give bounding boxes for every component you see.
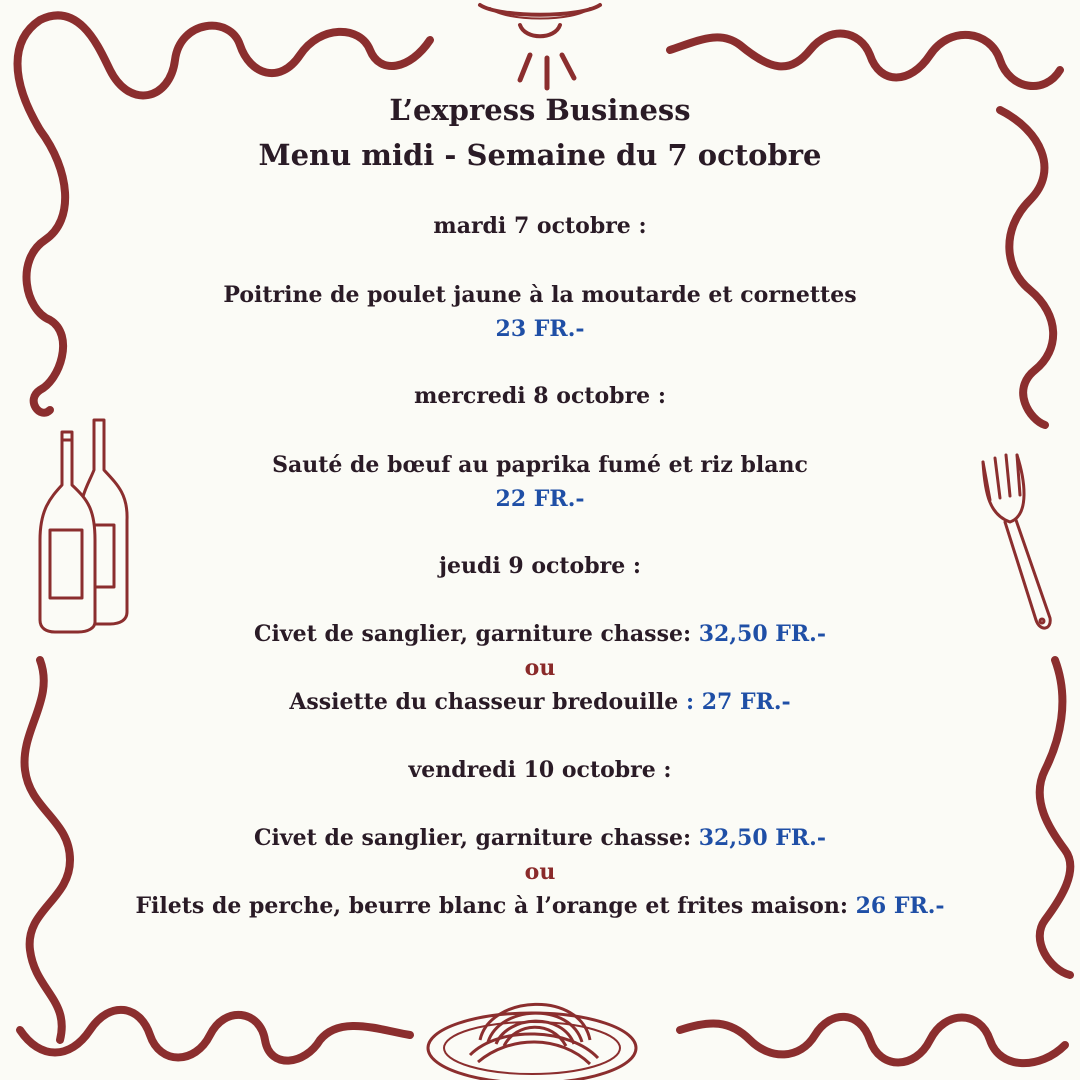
dish-friday-option2-name: Filets de perche, beurre blanc à l’orange et frites maison: xyxy=(135,893,856,919)
dish-friday-option2 xyxy=(0,895,1080,917)
dish-thursday-option1-name: Civet de sanglier, garniture chasse: xyxy=(254,621,699,647)
dish-thursday-option2-name: Assiette du chasseur bredouille xyxy=(289,689,686,715)
day-label-tuesday: mardi 7 octobre : xyxy=(433,213,647,239)
price-tuesday: 23 FR.- xyxy=(495,316,585,342)
dish-wednesday: Sauté de bœuf au paprika fumé et riz blanc xyxy=(272,452,808,478)
price-friday-option2: 26 FR.- xyxy=(855,893,945,919)
dish-tuesday: Poitrine de poulet jaune à la moutarde et cornettes xyxy=(223,282,857,308)
dish-friday-option1 xyxy=(0,827,1080,849)
menu-subtitle: Menu midi - Semaine du 7 octobre xyxy=(258,138,822,172)
separator-friday: ou xyxy=(524,859,556,885)
price-wednesday: 22 FR.- xyxy=(495,486,585,512)
separator-thursday: ou xyxy=(524,655,556,681)
menu-title: L’express Business xyxy=(389,93,691,127)
price-thursday-option1: 32,50 FR.- xyxy=(698,621,826,647)
price-thursday-option2: : 27 FR.- xyxy=(685,689,791,715)
day-label-friday: vendredi 10 octobre : xyxy=(408,757,672,783)
day-label-thursday: jeudi 9 octobre : xyxy=(439,553,641,579)
dish-thursday-option2 xyxy=(0,691,1080,713)
day-label-wednesday: mercredi 8 octobre : xyxy=(414,383,666,409)
price-friday-option1: 32,50 FR.- xyxy=(698,825,826,851)
dish-friday-option1-name: Civet de sanglier, garniture chasse: xyxy=(254,825,699,851)
dish-thursday-option1 xyxy=(0,623,1080,645)
